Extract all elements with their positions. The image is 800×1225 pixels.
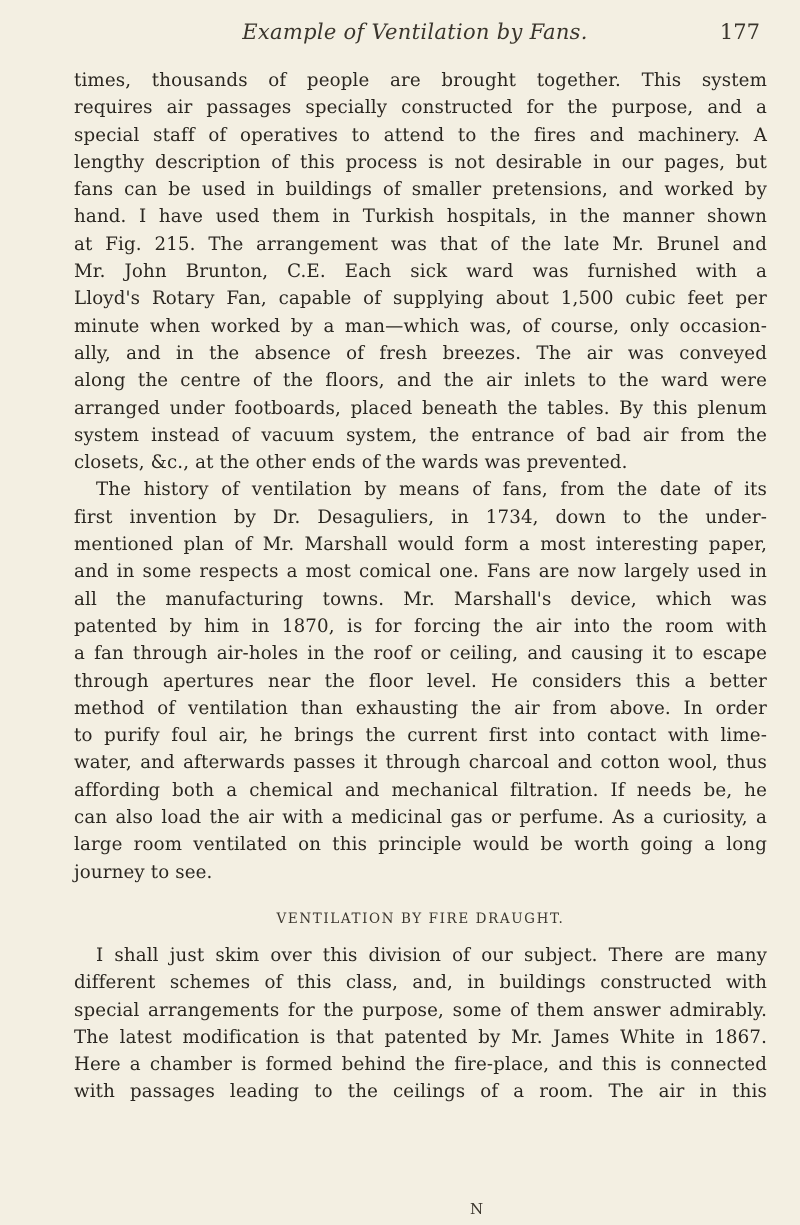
text-line: different schemes of this class, and, in buildings constructed with [74, 972, 767, 994]
text-line: at Fig. 215. The arrangement was that of the late Mr. Brunel and [74, 233, 767, 255]
text-line: system instead of vacuum system, the entrance of bad air from the [74, 424, 767, 446]
text-line: Lloyd's Rotary Fan, capable of supplying about 1,500 cubic feet per [74, 288, 767, 310]
running-head [70, 20, 760, 48]
text-line: mentioned plan of Mr. Marshall would form a most interesting paper, [74, 534, 767, 556]
text-line: first invention by Dr. Desaguliers, in 1734, down to the under- [74, 506, 767, 528]
text-line: a fan through air-holes in the roof or ceiling, and causing it to escape [74, 643, 767, 665]
section-spacer [74, 932, 767, 942]
text-line: water, and afterwards passes it through charcoal and cotton wool, thus [74, 752, 767, 774]
text-line: closets, &c., at the other ends of the wards was prevented. [74, 452, 628, 474]
body-text [74, 67, 767, 1106]
paragraph-3 [74, 942, 767, 1106]
text-line: arranged under footboards, placed beneath the tables. By this plenum [74, 397, 767, 419]
signature-mark: N [470, 1200, 484, 1218]
paragraph-1 [74, 67, 767, 476]
text-line: Here a chamber is formed behind the fire-place, and this is connected [74, 1054, 767, 1076]
text-line: minute when worked by a man—which was, of course, only occasion- [74, 315, 767, 337]
text-line: special staff of operatives to attend to the fires and machinery. A [74, 124, 767, 146]
text-line: hand. I have used them in Turkish hospitals, in the manner shown [74, 206, 767, 228]
running-title: Example of Ventilation by Fans. [242, 20, 588, 44]
text-line: affording both a chemical and mechanical filtration. If needs be, he [74, 779, 767, 801]
text-line: with passages leading to the ceilings of a room. The air in this [74, 1081, 767, 1103]
text-line: fans can be used in buildings of smaller pretensions, and worked by [74, 179, 767, 201]
text-line: special arrangements for the purpose, some of them answer admirably. [74, 999, 767, 1021]
text-line: The latest modification is that patented by Mr. James White in 1867. [74, 1026, 767, 1048]
text-line: I shall just skim over this division of our subject. There are many [96, 944, 767, 966]
text-line: along the centre of the floors, and the air inlets to the ward were [74, 370, 767, 392]
text-line: requires air passages specially constructed for the purpose, and a [74, 97, 767, 119]
text-line: Mr. John Brunton, C.E. Each sick ward was furnished with a [74, 261, 767, 283]
text-line: patented by him in 1870, is for forcing the air into the room with [74, 615, 767, 637]
text-line: and in some respects a most comical one. Fans are now largely used in [74, 561, 767, 583]
text-line: journey to see. [74, 861, 213, 883]
text-line: ally, and in the absence of fresh breezes. The air was conveyed [74, 342, 767, 364]
text-line: The history of ventilation by means of fans, from the date of its [96, 479, 767, 501]
text-line: through apertures near the floor level. He considers this a better [74, 670, 767, 692]
text-line: all the manufacturing towns. Mr. Marshall's device, which was [74, 588, 767, 610]
section-spacer [74, 886, 767, 906]
text-line: can also load the air with a medicinal gas or perfume. As a curiosity, a [74, 807, 767, 829]
text-line: lengthy description of this process is not desirable in our pages, but [74, 151, 767, 173]
paragraph-2 [74, 476, 767, 885]
section-heading: VENTILATION BY FIRE DRAUGHT. [276, 910, 565, 927]
page-number: 177 [719, 20, 760, 44]
text-line: large room ventilated on this principle would be worth going a long [74, 834, 767, 856]
text-line: method of ventilation than exhausting the air from above. In order [74, 697, 767, 719]
text-line: times, thousands of people are brought together. This system [74, 70, 767, 91]
text-line: to purify foul air, he brings the current first into contact with lime- [74, 725, 767, 747]
